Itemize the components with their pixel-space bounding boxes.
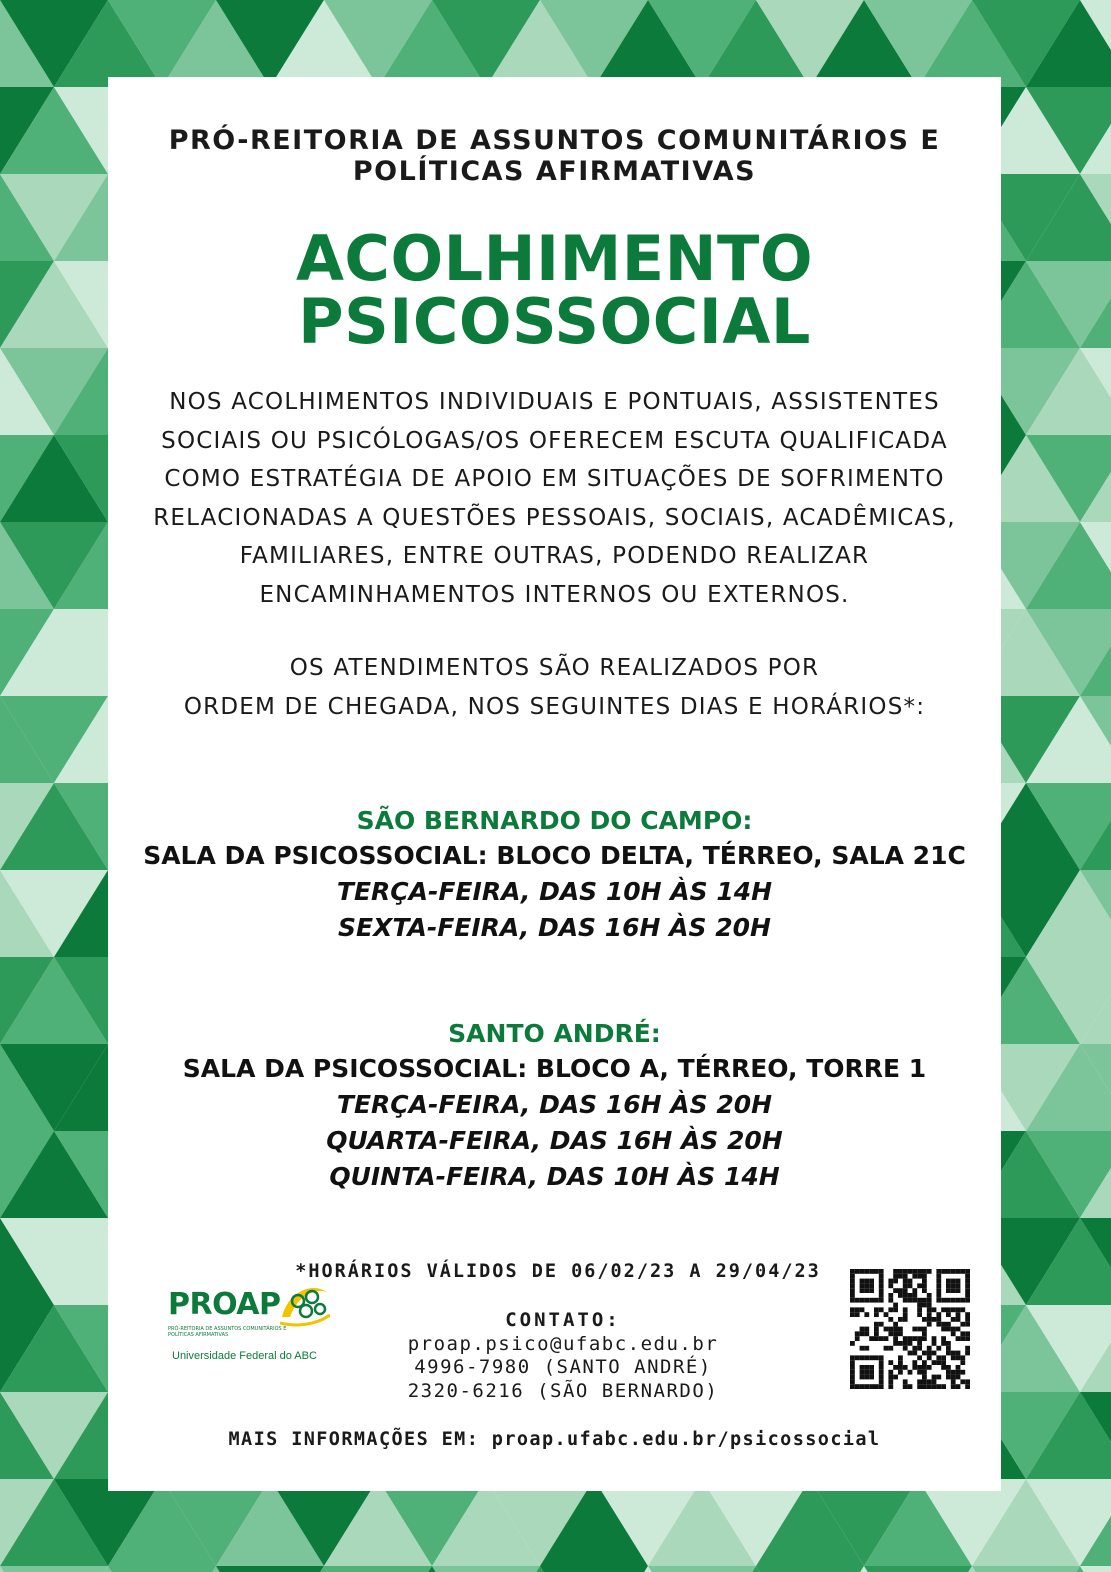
header-line-1: PRÓ-REITORIA DE ASSUNTOS COMUNITÁRIOS E bbox=[168, 125, 941, 156]
background-triangle bbox=[972, 1566, 1080, 1572]
contact-block bbox=[353, 1309, 773, 1403]
contact-label: CONTATO: bbox=[505, 1309, 621, 1331]
background-triangle bbox=[756, 1566, 864, 1572]
campus-room: SALA DA PSICOSSOCIAL: BLOCO A, TÉRREO, TORRE 1 bbox=[182, 1054, 927, 1083]
campus-sao-bernardo bbox=[108, 803, 1001, 946]
more-info-link[interactable]: MAIS INFORMAÇÕES EM: proap.ufabc.edu.br/psicossocial bbox=[228, 1429, 881, 1450]
description-line: ENCAMINHAMENTOS INTERNOS OU EXTERNOS. bbox=[259, 581, 850, 608]
main-title bbox=[108, 222, 1001, 358]
description-line: NOS ACOLHIMENTOS INDIVIDUAIS E PONTUAIS, ASSISTENTES bbox=[169, 389, 940, 415]
background-triangle bbox=[540, 1566, 648, 1572]
campus-name: SANTO ANDRÉ: bbox=[448, 1019, 661, 1048]
proap-logo bbox=[168, 1287, 338, 1367]
campus-name: SÃO BERNARDO DO CAMPO: bbox=[356, 806, 753, 835]
contact-phone-santo-andre: 4996-7980 (SANTO ANDRÉ) bbox=[414, 1356, 712, 1378]
campus-time: TERÇA-FEIRA, DAS 16H ÀS 20H bbox=[336, 1090, 773, 1119]
background-triangle bbox=[216, 1566, 324, 1572]
background-triangle bbox=[1080, 1566, 1111, 1572]
background-triangle bbox=[864, 1566, 972, 1572]
campus-santo-andre bbox=[108, 1016, 1001, 1195]
title-line-1: ACOLHIMENTO bbox=[295, 222, 814, 295]
logo-subtitle: PRÓ-REITORIA DE ASSUNTOS COMUNITÁRIOS E POLÍTICAS AFIRMATIVAS bbox=[168, 1326, 287, 1338]
contact-phone-sao-bernardo: 2320-6216 (SÃO BERNARDO) bbox=[407, 1379, 719, 1402]
proap-emblem-icon bbox=[280, 1283, 330, 1327]
campus-time: SEXTA-FEIRA, DAS 16H ÀS 20H bbox=[338, 913, 771, 942]
flyer-card bbox=[108, 77, 1001, 1491]
schedule-intro-line: ORDEM DE CHEGADA, NOS SEGUINTES DIAS E HORÁRIOS*: bbox=[183, 693, 926, 720]
schedule-validity-note: *HORÁRIOS VÁLIDOS DE 06/02/23 A 29/04/23 bbox=[295, 1261, 821, 1282]
logo-wordmark: PROAP bbox=[168, 1287, 281, 1322]
qr-code-icon[interactable] bbox=[850, 1269, 970, 1389]
header-title bbox=[108, 125, 1001, 187]
description-line: RELACIONADAS A QUESTÕES PESSOAIS, SOCIAIS, ACADÊMICAS, bbox=[153, 504, 956, 531]
background-triangle bbox=[432, 1566, 540, 1572]
background-triangle bbox=[648, 1566, 756, 1572]
background-triangle bbox=[324, 1566, 432, 1572]
description-line: COMO ESTRATÉGIA DE APOIO EM SITUAÇÕES DE SOFRIMENTO bbox=[164, 466, 945, 492]
description-line: SOCIAIS OU PSICÓLOGAS/OS OFERECEM ESCUTA QUALIFICADA bbox=[161, 427, 948, 454]
description-line: FAMILIARES, ENTRE OUTRAS, PODENDO REALIZAR bbox=[239, 543, 870, 569]
background-triangle bbox=[0, 1566, 108, 1572]
contact-email[interactable]: proap.psico@ufabc.edu.br bbox=[407, 1332, 719, 1355]
background-triangle bbox=[108, 1566, 216, 1572]
title-line-2: PSICOSSOCIAL bbox=[298, 285, 811, 358]
campus-time: QUARTA-FEIRA, DAS 16H ÀS 20H bbox=[326, 1126, 783, 1155]
campus-room: SALA DA PSICOSSOCIAL: BLOCO DELTA, TÉRREO, SALA 21C bbox=[143, 841, 966, 870]
header-line-2: POLÍTICAS AFIRMATIVAS bbox=[352, 156, 757, 187]
campus-time: TERÇA-FEIRA, DAS 10H ÀS 14H bbox=[336, 877, 773, 906]
schedule-intro bbox=[108, 649, 1001, 726]
logo-university: Universidade Federal do ABC bbox=[172, 1350, 317, 1362]
schedule-intro-line: OS ATENDIMENTOS SÃO REALIZADOS POR bbox=[289, 655, 820, 681]
campus-time: QUINTA-FEIRA, DAS 10H ÀS 14H bbox=[329, 1162, 780, 1191]
description-paragraph bbox=[108, 383, 1001, 614]
